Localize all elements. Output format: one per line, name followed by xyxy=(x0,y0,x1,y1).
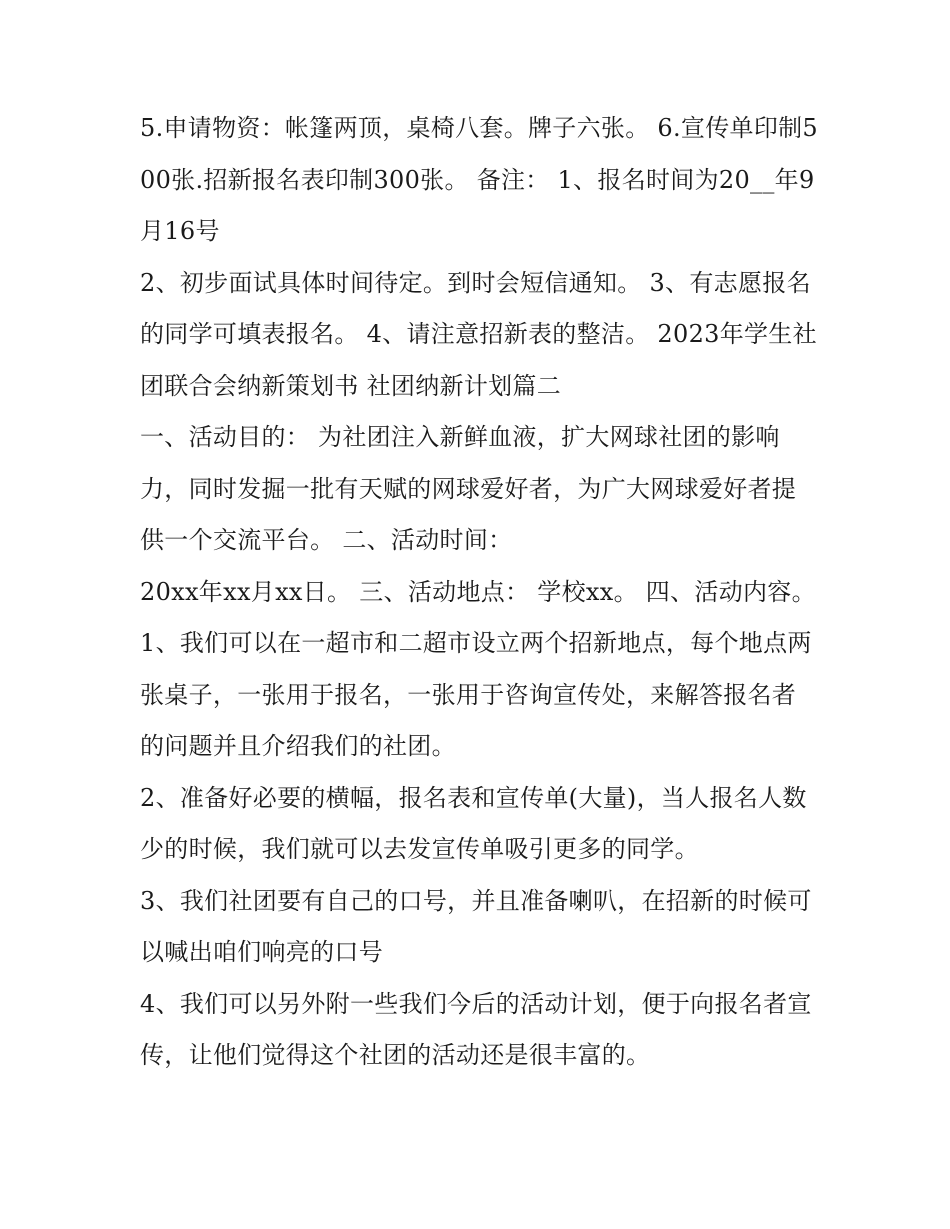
paragraph-4: 20xx年xx月xx日。 三、活动地点： 学校xx。 四、活动内容。 xyxy=(140,577,816,606)
paragraph-8: 4、我们可以另外附一些我们今后的活动计划，便于向报名者宣传，让他们觉得这个社团的活动还是很丰富的。 xyxy=(140,989,812,1069)
paragraph-6: 2、准备好必要的横幅，报名表和宣传单(大量)，当人报名人数少的时候，我们就可以去发宣传单吸引更多的同学。 xyxy=(140,783,807,863)
paragraph-5: 1、我们可以在一超市和二超市设立两个招新地点，每个地点两张桌子，一张用于报名，一张用于咨询宣传处，来解答报名者的问题并且介绍我们的社团。 xyxy=(140,629,812,760)
paragraph-7: 3、我们社团要有自己的口号，并且准备喇叭，在招新的时候可以喊出咱们响亮的口号 xyxy=(140,886,812,966)
paragraph-3: 一、活动目的： 为社团注入新鲜血液，扩大网球社团的影响力，同时发掘一批有天赋的网球爱好者，为广大网球爱好者提供一个交流平台。 二、活动时间： xyxy=(140,423,797,554)
document-body xyxy=(140,103,820,1082)
paragraph-2: 2、初步面试具体时间待定。到时会短信通知。 3、有志愿报名的同学可填表报名。 4、请注意招新表的整洁。 2023年学生社团联合会纳新策划书 社团纳新计划篇二 xyxy=(140,268,817,400)
paragraph-1: 5.申请物资：帐篷两顶，桌椅八套。牌子六张。 6.宣传单印制500张.招新报名表印制300张。 备注： 1、报名时间为20__年9月16号 xyxy=(140,114,818,245)
